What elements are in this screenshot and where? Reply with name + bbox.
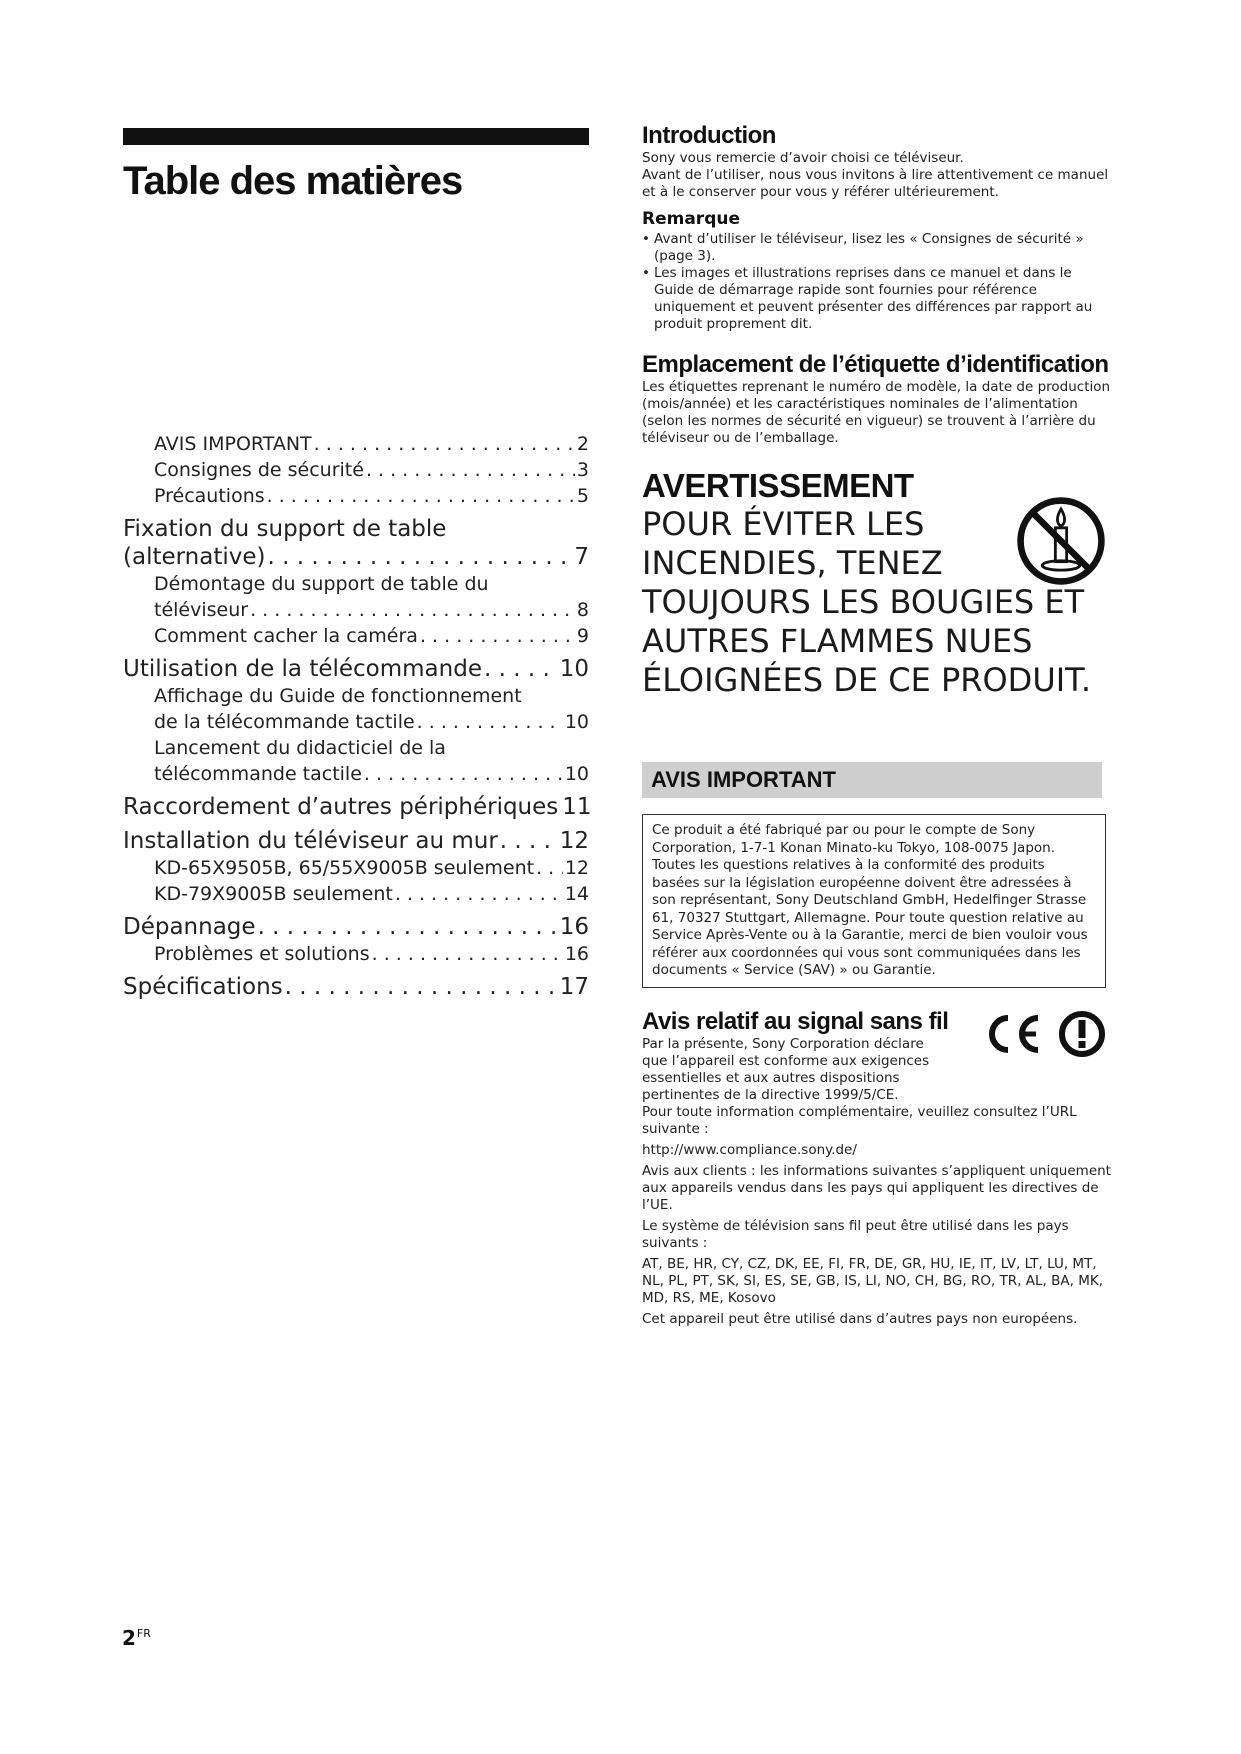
toc-entry-consignes[interactable]: Consignes de sécurité . . . 3: [123, 457, 589, 483]
page-number: $2^{FR}$: [122, 1626, 151, 1650]
label-heading: Emplacement de l’étiquette d’identification: [642, 351, 1109, 378]
intro-heading: Introduction: [642, 122, 776, 149]
warning-title: AVERTISSEMENT: [642, 467, 914, 504]
avis-heading-band: [642, 762, 1102, 798]
remark-list: [642, 231, 1112, 333]
no-candle-icon: [1014, 494, 1108, 588]
toc-column: [123, 128, 592, 1000]
toc-entry-camera[interactable]: Comment cacher la caméra . . . 9: [123, 623, 589, 649]
avis-heading: AVIS IMPORTANT: [651, 767, 836, 792]
wireless-p5: Cet appareil peut être utilisé dans d’autres pays non européens.: [642, 1310, 1078, 1327]
avis-box: [642, 814, 1106, 988]
ce-mark-icon: [980, 1012, 1044, 1056]
wireless-section: [642, 1008, 1112, 1328]
alert-class2-icon: [1058, 1010, 1106, 1058]
wireless-heading: Avis relatif au signal sans fil: [642, 1007, 949, 1035]
remark-heading: Remarque: [642, 209, 740, 229]
wireless-countries: AT, BE, HR, CY, CZ, DK, EE, FI, FR, DE, GR, HU, IE, IT, LV, LT, LU, MT, NL, PL, PT, SK, SI, ES, SE, GB, IS, LI, NO, CH, BG, RO, TR, AL, BA, MK, MD, RS, ME, Kosovo: [642, 1255, 1103, 1306]
toc-entry-didacticiel[interactable]: Lancement du didacticiel de la télécommande tactile . . . 10: [123, 735, 589, 787]
page-lang: FR: [136, 1627, 151, 1640]
toc-entry-kd79[interactable]: KD-79X9005B seulement . . . 14: [123, 881, 589, 907]
wireless-p1: Par la présente, Sony Corporation déclare que l’appareil est conforme aux exigences essentielles et aux autres dispositions pertinentes de la directive 1999/5/CE.: [642, 1035, 930, 1103]
wireless-url[interactable]: http://www.compliance.sony.de/: [642, 1141, 857, 1158]
toc-entry-raccordement[interactable]: Raccordement d’autres périphériques 11: [123, 794, 592, 820]
compliance-logos: [980, 1010, 1106, 1058]
toc-entry-avis[interactable]: AVIS IMPORTANT . . . 2: [123, 431, 589, 457]
avis-p1: Ce produit a été fabriqué par ou pour le compte de Sony Corporation, 1-7-1 Konan Minato-ku Tokyo, 108-0075 Japon.: [652, 822, 1055, 856]
toc-entry-telecommande[interactable]: Utilisation de la télécommande . . . 10: [123, 655, 589, 683]
toc-entry-fixation[interactable]: Fixation du support de table (alternative) . . . 7: [123, 515, 589, 571]
toc-entry-installation[interactable]: Installation du téléviseur au mur . . . 12: [123, 827, 589, 855]
intro-line2: Avant de l’utiliser, nous vous invitons à lire attentivement ce manuel et à le conserver pour vous y référer ultérieurement.: [642, 167, 1109, 200]
remark-bullet-2: • Les images et illustrations reprises dans ce manuel et dans le Guide de démarrage rapide sont fournies pour référence uniquement et peuvent présenter des différences par rapport au produit proprement dit.: [642, 265, 1112, 333]
warning-text: POUR ÉVITER LES INCENDIES, TENEZ TOUJOURS LES BOUGIES ET AUTRES FLAMMES NUES ÉLOIGNÉES DE CE PRODUIT.: [642, 505, 1092, 699]
content-column: [642, 122, 1112, 1328]
toc-entry-demontage[interactable]: Démontage du support de table du téléviseur . . . 8: [123, 571, 589, 623]
label-text: Les étiquettes reprenant le numéro de modèle, la date de production (mois/année) et les caractéristiques nominales de l’alimentation (selon les normes de sécurité en vigueur) se trouvent à l’arrière du téléviseur ou de l’emballage.: [642, 379, 1111, 446]
toc-entry-problemes[interactable]: Problèmes et solutions . . . 16: [123, 941, 589, 967]
toc-entry-specifications[interactable]: Spécifications . . . 17: [123, 973, 589, 1001]
toc-entry-guide[interactable]: Affichage du Guide de fonctionnement de la télécommande tactile . . . 10: [123, 683, 589, 735]
intro-line1: Sony vous remercie d’avoir choisi ce téléviseur.: [642, 150, 964, 166]
toc-entry-precautions[interactable]: Précautions . . . 5: [123, 483, 589, 509]
wireless-p4: Le système de télévision sans fil peut être utilisé dans les pays suivants :: [642, 1217, 1069, 1251]
wireless-p2: Pour toute information complémentaire, veuillez consultez l’URL suivante :: [642, 1103, 1077, 1137]
toc-entry-depannage[interactable]: Dépannage . . . 16: [123, 913, 589, 941]
remark-bullet-1: • Avant d’utiliser le téléviseur, lisez les « Consignes de sécurité » (page 3).: [642, 231, 1112, 265]
toc-list: [123, 303, 592, 1001]
toc-title: Table des matières: [123, 159, 463, 203]
avis-p2: Toutes les questions relatives à la conformité des produits basées sur la législation européenne doivent être adressées à son représentant, Sony Deutschland GmbH, Hedelfinger Strasse 61, 70327 Stuttgart, Allemagne. Pour toute question relative au Service Après-Vente ou à la Garantie, merci de bien vouloir vous référer aux coordonnées qui vous sont communiquées dans les documents « Service (SAV) » ou Garantie.: [652, 857, 1088, 978]
title-bar: [123, 128, 589, 145]
wireless-p3: Avis aux clients : les informations suivantes s’appliquent uniquement aux appareils vendus dans les pays qui appliquent les directives de l’UE.: [642, 1162, 1111, 1213]
toc-entry-kd65[interactable]: KD-65X9505B, 65/55X9005B seulement . . . 12: [123, 855, 589, 881]
